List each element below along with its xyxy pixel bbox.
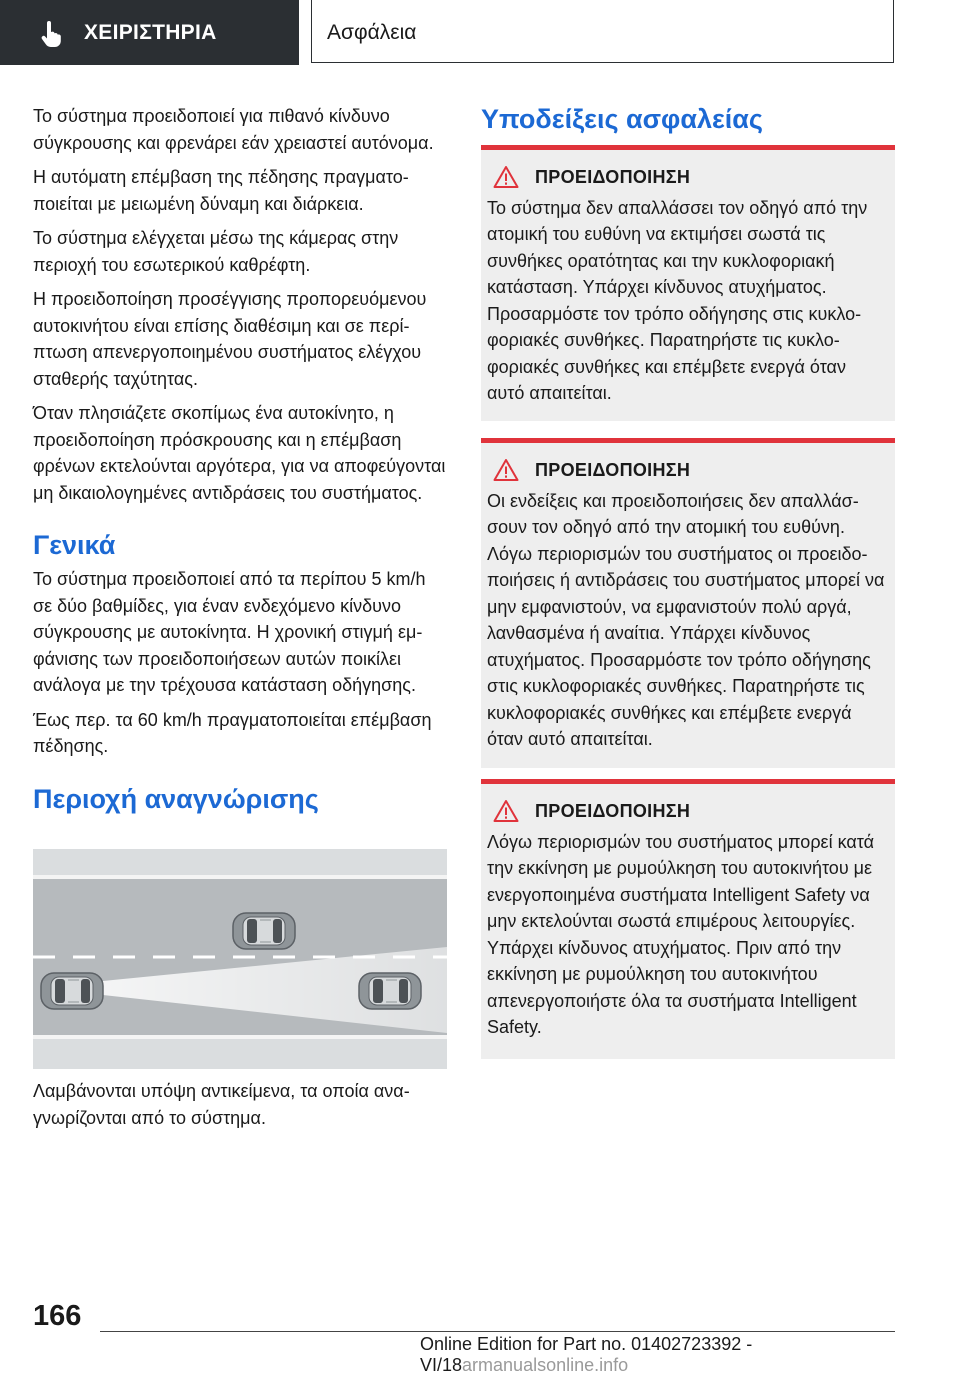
warning-text: Το σύστημα δεν απαλλάσσει τον οδηγό από την ατομική του ευθύνη να εκτιμήσει σωστά τις συνθήκες ορατότητας και την κυκλοφοριακή κατάσταση. Υπάρχει κίνδυνος ατυχήματος. Προσαρμόστε τον τρόπο οδήγησης στις κυκλοφοριακές συνθήκες. Παρατηρήστε τις κυκλοφοριακές συνθήκες και επέμβετε ενεργά όταν αυτό απαιτείται. xyxy=(487,197,868,403)
warning-text: Οι ενδείξεις και προειδοποιήσεις δεν απαλλάσσουν τον οδηγό από την ατομική του ευθύνη. Λόγω περιορισμών του συστήματος οι προειδοποιήσεις ή αντιδράσεις του συστήματος μπορεί να μην εμφανιστούν, να εμφανιστούν πολύ αργά, λανθασμένα ή αναίτια. Υπάρχει κίνδυνος ατυχήματος. Προσαρμόστε τον τρόπο οδήγησης στις κυκλοφοριακές συνθήκες. Παρατηρήστε τις κυκλοφοριακές συνθήκες και επέμβετε ενεργά όταν αυτό απαιτείται. xyxy=(487,490,885,749)
pointing-hand-icon xyxy=(38,20,66,48)
chapter-tab xyxy=(0,0,299,65)
watermark: armanualsonline.info xyxy=(462,1355,629,1375)
intro-paragraph: Το σύστημα ελέγχεται μέσω της κάμερας στην περιοχή του εσωτερικού καθρέφτη. xyxy=(33,228,399,275)
own-car xyxy=(41,973,103,1009)
warning-triangle-icon xyxy=(493,799,519,823)
intro-paragraph: Η προειδοποίηση προσέγγισης προπορευόμενου αυτοκινήτου είναι επίσης διαθέσιμη και σε περίπτωση απενεργοποιημένου συστήματος ελέγχου σταθερής ταχύτητας. xyxy=(33,289,427,389)
intro-paragraph: Η αυτόματη επέμβαση της πέδησης πραγματοποιείται με μειωμένη δύναμη και διάρκεια. xyxy=(33,167,409,214)
detection-area-illustration xyxy=(33,849,447,1069)
general-heading: Γενικά xyxy=(33,530,116,560)
general-paragraph: Έως περ. τα 60 km/h πραγματοποιείται επέμβαση πέδησης. xyxy=(33,709,432,756)
warning-text: Λόγω περιορισμών του συστήματος μπορεί κατά την εκκίνηση με ρυμούλκηση του αυτοκινήτου με ενεργοποιημένα συστήματα Intelligent Safety να μην εκτελούνται σωστά επιμέρους λειτουργίες. Υπάρχει κίνδυνος ατυχήματος. Πριν από την εκκίνηση με ρυμούλκηση του αυτοκινήτου απενεργοποιήστε όλα τα συστήματα Intelligent Safety. xyxy=(487,831,875,1037)
warning-box xyxy=(481,443,895,768)
section-header xyxy=(311,0,894,63)
general-paragraph: Το σύστημα προειδοποιεί από τα περίπου 5 km/h σε δύο βαθμίδες, για έναν ενδεχόμενο κίνδυνο σύγκρουσης με αυτοκίνητα. Η χρονική στιγμή εμφάνισης των προειδοποιήσεων αυτών ποικίλει ανάλογα με την τρέχουσα κατάσταση οδήγησης. xyxy=(33,569,426,695)
safety-heading: Υποδείξεις ασφαλείας xyxy=(481,104,763,134)
warning-triangle-icon xyxy=(493,458,519,482)
page-number: 166 xyxy=(33,1300,82,1332)
left-column xyxy=(33,103,447,816)
edition-text xyxy=(420,1334,960,1376)
detection-heading: Περιοχή αναγνώρισης xyxy=(33,783,319,814)
warning-box xyxy=(481,784,895,1059)
chapter-label: ΧΕΙΡΙΣΤΗΡΙΑ xyxy=(84,21,217,44)
edition-label: Online Edition for Part no. 01402723392 - VI/18 xyxy=(420,1334,753,1375)
figure-caption: Λαμβάνονται υπόψη αντικείμενα, τα οποία αναγνωρίζονται από το σύστημα. xyxy=(33,1081,410,1128)
section-label: Ασφάλεια xyxy=(327,21,417,44)
warning-title: ΠΡΟΕΙΔΟΠΟΙΗΣΗ xyxy=(535,167,691,187)
footer-rule xyxy=(100,1331,895,1332)
warning-triangle-icon xyxy=(493,165,519,189)
warning-title: ΠΡΟΕΙΔΟΠΟΙΗΣΗ xyxy=(535,801,691,821)
intro-paragraph: Όταν πλησιάζετε σκοπίμως ένα αυτοκίνητο, η προειδοποίηση πρόσκρουσης και η επέμβαση φρένων εκτελούνται αργότερα, για να αποφεύγονται μη δικαιολογημένες αντιδράσεις του συστήματος. xyxy=(33,403,446,503)
warning-box xyxy=(481,150,895,421)
warning-title: ΠΡΟΕΙΔΟΠΟΙΗΣΗ xyxy=(535,460,691,480)
vehicle-adjacent-lane xyxy=(233,913,295,949)
intro-paragraph: Το σύστημα προειδοποιεί για πιθανό κίνδυνο σύγκρουσης και φρενάρει εάν χρειαστεί αυτόνομα. xyxy=(33,106,434,153)
vehicle-ahead xyxy=(359,973,421,1009)
